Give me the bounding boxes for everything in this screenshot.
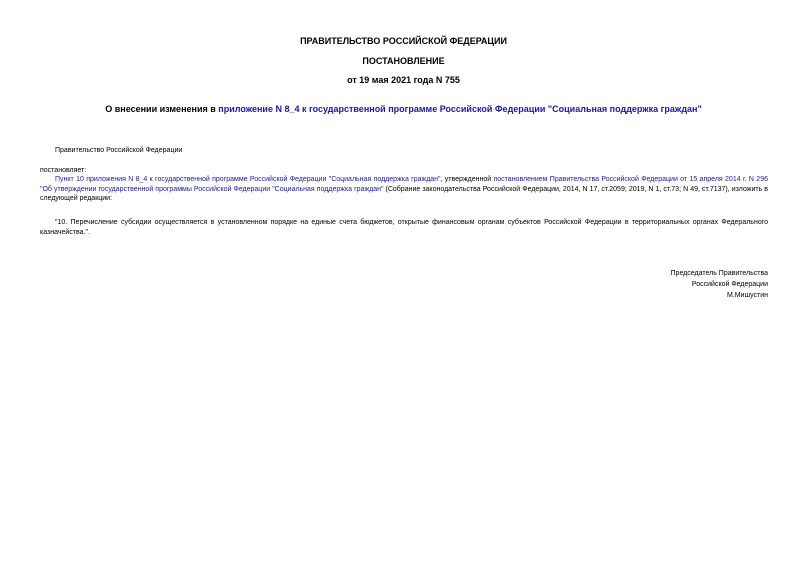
signature-organization: Российской Федерации (691, 281, 768, 288)
document-title (40, 104, 767, 115)
signature-position: Председатель Правительства (670, 270, 768, 277)
link-resolution-296[interactable]: постановлением Правительства Российской Федерации от 15 апреля 2014 г. N 296 "Об утверждении государственной программы Российской Федерации "Социальная поддержка граждан" (40, 176, 768, 193)
paragraph-amendment (40, 175, 768, 204)
document-date-number: от 19 мая 2021 года N 755 (347, 75, 460, 85)
paragraph-text-1: , утвержденной (440, 176, 494, 183)
government-header: ПРАВИТЕЛЬСТВО РОССИЙСКОЙ ФЕДЕРАЦИИ (300, 36, 507, 46)
signature-name: М.Мишустин (726, 292, 768, 299)
document-type: ПОСТАНОВЛЕНИЕ (362, 56, 445, 66)
title-link-appendix[interactable]: приложение N 8_4 к государственной программе Российской Федерации "Социальная поддержка граждан" (218, 104, 702, 114)
title-prefix: О внесении изменения в (105, 104, 219, 114)
government-label: Правительство Российской Федерации (55, 147, 183, 154)
paragraph-new-text: "10. Перечисление субсидии осуществляется в установленном порядке на единые счета бюджетов, открытые финансовым органам субъектов Российской Федерации в территориальных органах Федерального казначейства.". (40, 219, 768, 236)
decides-label: постановляет: (40, 167, 87, 174)
link-appendix-item[interactable]: Пункт 10 приложения N 8_4 к государственной программе Российской Федерации "Социальная поддержка граждан" (55, 176, 441, 183)
paragraph-text-2: (Собрание законодательства Российской Федерации, 2014, N 17, ст.2059; 2019, N 1, ст.73; N 49, ст.7137), изложить в следующей редакции: (40, 185, 768, 202)
